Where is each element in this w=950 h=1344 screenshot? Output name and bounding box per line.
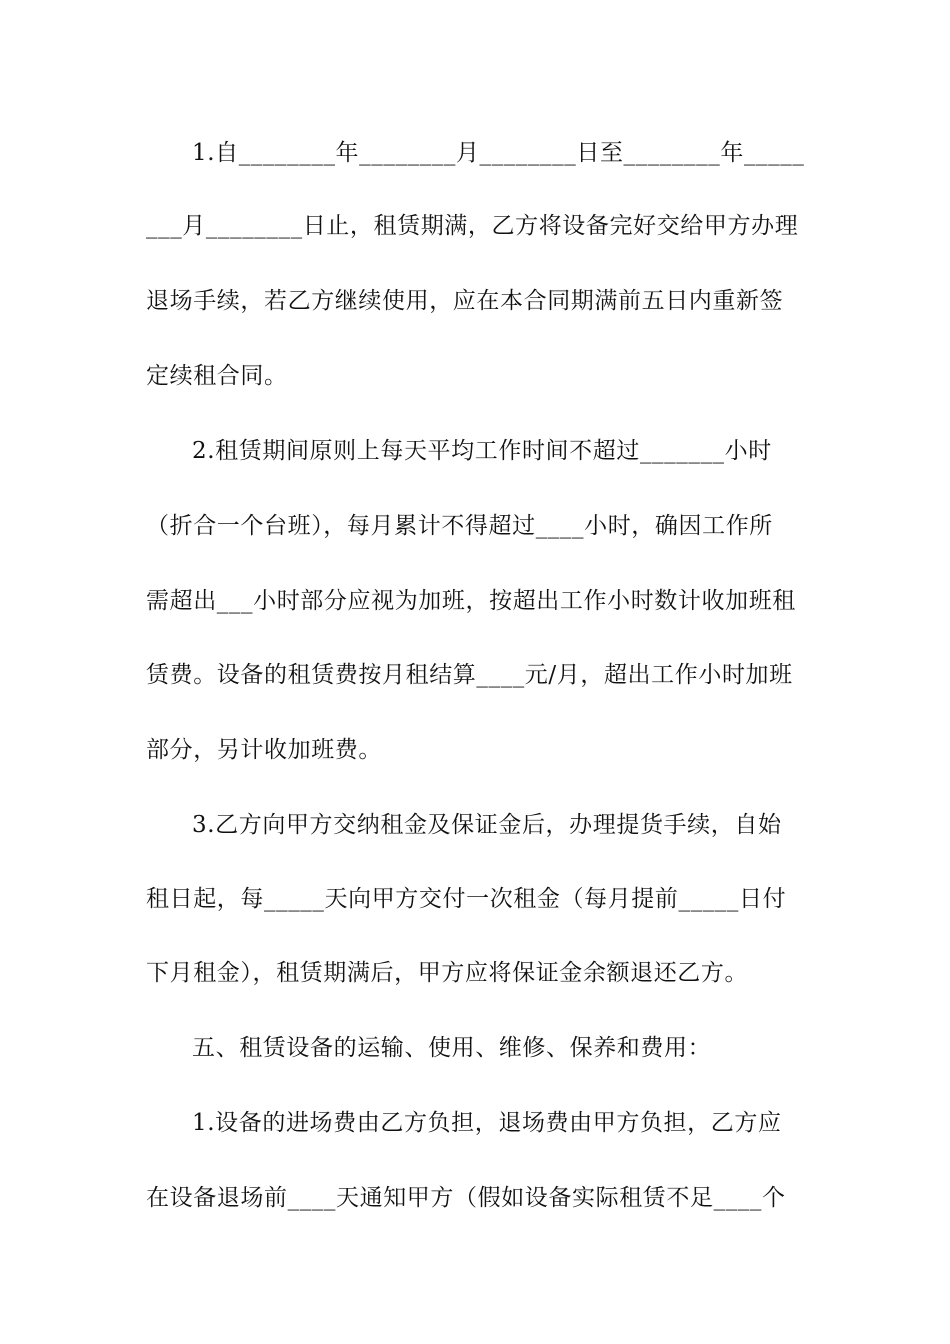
- text-line-1: 1.自________年________月________日至________年_____: [192, 140, 805, 166]
- text-line-9: 部分，另计收加班费。: [146, 737, 382, 763]
- text-line-8: 赁费。设备的租赁费按月租结算____元/月，超出工作小时加班: [146, 662, 793, 688]
- text-line-15: 在设备退场前____天通知甲方（假如设备实际租赁不足____个: [146, 1185, 786, 1211]
- text-line-10: 3.乙方向甲方交纳租金及保证金后，办理提货手续，自始: [192, 812, 782, 838]
- text-line-3: 退场手续，若乙方继续使用，应在本合同期满前五日内重新签: [146, 288, 784, 314]
- text-line-14: 1.设备的进场费由乙方负担，退场费由甲方负担，乙方应: [192, 1110, 782, 1136]
- text-line-12: 下月租金），租赁期满后，甲方应将保证金余额退还乙方。: [146, 960, 749, 986]
- text-line-13: 五、租赁设备的运输、使用、维修、保养和费用：: [192, 1035, 712, 1061]
- text-line-4: 定续租合同。: [146, 363, 288, 389]
- text-line-7: 需超出___小时部分应视为加班，按超出工作小时数计收加班租: [146, 588, 796, 614]
- text-line-5: 2.租赁期间原则上每天平均工作时间不超过_______小时: [192, 438, 772, 464]
- text-line-11: 租日起，每_____天向甲方交付一次租金（每月提前_____日付: [146, 886, 787, 912]
- text-line-6: （折合一个台班），每月累计不得超过____小时，确因工作所: [146, 513, 773, 539]
- text-line-2: ___月________日止，租赁期满，乙方将设备完好交给甲方办理: [146, 213, 799, 239]
